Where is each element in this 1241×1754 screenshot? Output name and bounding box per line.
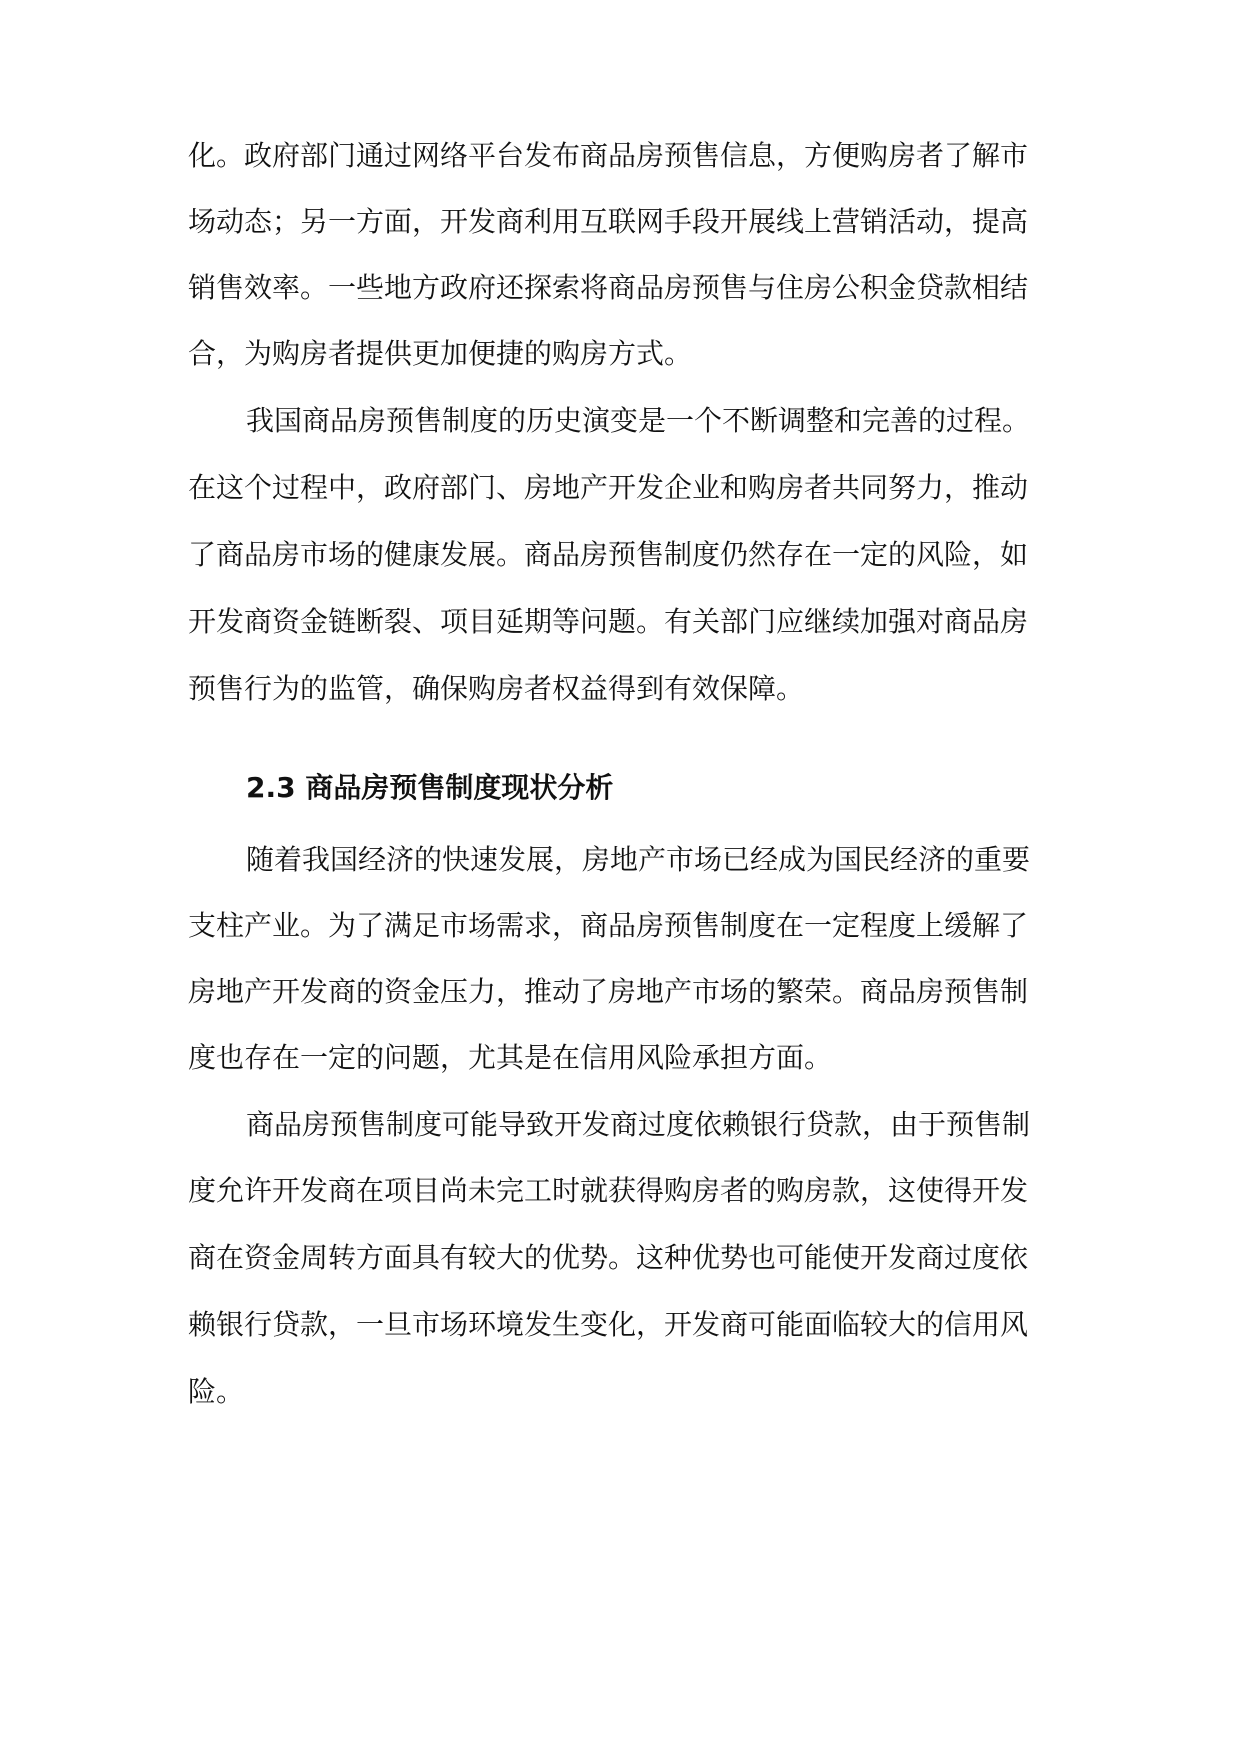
paragraph-line: 场动态；另一方面，开发商利用互联网手段开展线上营销活动，提高: [188, 205, 1029, 238]
paragraph-line: 我国商品房预售制度的历史演变是一个不断调整和完善的过程。: [246, 404, 1031, 437]
paragraph-line: 房地产开发商的资金压力，推动了房地产市场的繁荣。商品房预售制: [188, 975, 1029, 1008]
paragraph-line: 度允许开发商在项目尚未完工时就获得购房者的购房款，这使得开发: [188, 1174, 1029, 1207]
paragraph-line: 预售行为的监管，确保购房者权益得到有效保障。: [188, 672, 805, 705]
paragraph-line: 商品房预售制度可能导致开发商过度依赖银行贷款，由于预售制: [246, 1108, 1031, 1141]
paragraph-line: 化。政府部门通过网络平台发布商品房预售信息，方便购房者了解市: [188, 139, 1029, 172]
paragraph-line: 随着我国经济的快速发展，房地产市场已经成为国民经济的重要: [246, 843, 1031, 876]
paragraph-line: 了商品房市场的健康发展。商品房预售制度仍然存在一定的风险，如: [188, 538, 1029, 571]
paragraph-line: 度也存在一定的问题，尤其是在信用风险承担方面。: [188, 1041, 833, 1074]
paragraph-line: 开发商资金链断裂、项目延期等问题。有关部门应继续加强对商品房: [188, 605, 1029, 638]
paragraph-line: 险。: [188, 1375, 245, 1408]
section-heading: 2.3 商品房预售制度现状分析: [246, 771, 614, 804]
paragraph-line: 赖银行贷款，一旦市场环境发生变化，开发商可能面临较大的信用风: [188, 1308, 1029, 1341]
paragraph-line: 在这个过程中，政府部门、房地产开发企业和购房者共同努力，推动: [188, 471, 1029, 504]
paragraph-line: 销售效率。一些地方政府还探索将商品房预售与住房公积金贷款相结: [188, 271, 1029, 304]
paragraph-line: 支柱产业。为了满足市场需求，商品房预售制度在一定程度上缓解了: [188, 909, 1029, 942]
paragraph-line: 合，为购房者提供更加便捷的购房方式。: [188, 337, 693, 370]
paragraph-line: 商在资金周转方面具有较大的优势。这种优势也可能使开发商过度依: [188, 1241, 1029, 1274]
